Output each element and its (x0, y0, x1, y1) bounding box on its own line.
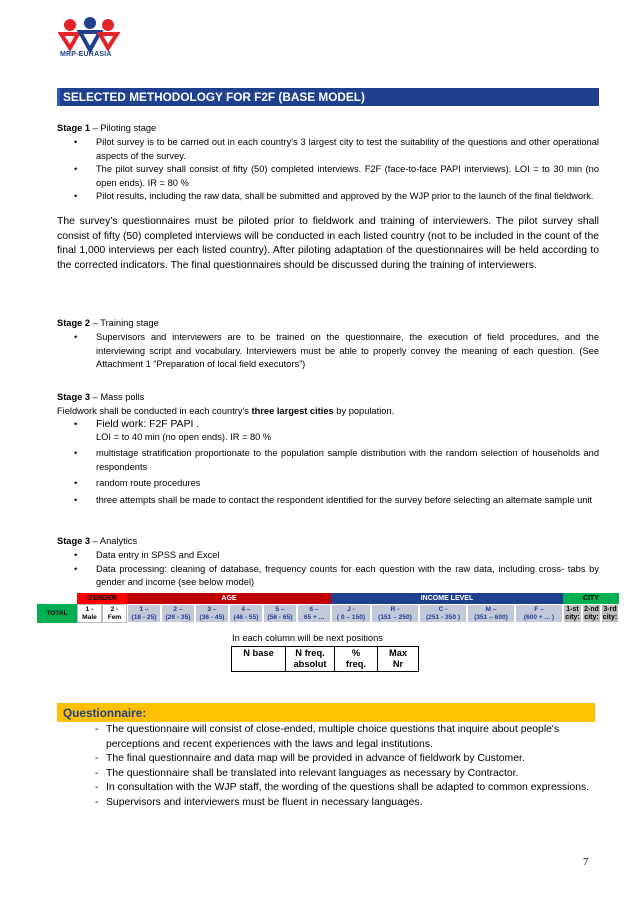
stage1-title-bold: Stage 1 (57, 123, 91, 133)
crosstab-city-3: 3-rd city: (602, 606, 618, 621)
list-item: • random route procedures (74, 478, 201, 488)
stage1-title (57, 122, 156, 135)
stage2-title: Stage 2 – Training stage (57, 318, 159, 328)
crosstab-age-5: 5 – (56 - 65) (263, 604, 297, 623)
list-item: • Supervisors and interviewers are to be trained on the questionnaire, the execution of field procedures, and the interviewing script and vocabulary. Interviewers must be able to properly convey the meaning of each question. (See Attachment 1 “Preparation of local field executors”) (74, 332, 599, 369)
crosstab-header-income: INCOME LEVEL (331, 593, 563, 604)
positions-cell: N base (232, 647, 286, 672)
crosstab-header-city: CITY (563, 593, 619, 604)
crosstab-city-1: 1-st city: (563, 604, 582, 623)
crosstab-income-r: R - (151 – 250) (371, 604, 419, 623)
crosstab-age-2: 2 – (26 - 35) (161, 604, 195, 623)
stage4-bullets (57, 549, 599, 590)
positions-table (231, 646, 419, 672)
positions-cell: Max Nr (378, 647, 419, 672)
crosstab-income-j: J - ( 0 – 150) (331, 604, 371, 623)
list-item: - Supervisors and interviewers must be fluent in necessary languages. (95, 796, 423, 808)
positions-cell: N freq. absolut (286, 647, 335, 672)
crosstab-income-m: M – (351 – 600) (467, 604, 515, 623)
page-number: 7 (583, 856, 589, 868)
list-item: • three attempts shall be made to contact the respondent identified for the survey before selecting an alternate sample unit (74, 494, 593, 505)
crosstab-header-gender: GENDER (77, 593, 127, 604)
list-item: • Pilot survey is to be carried out in each country's 3 largest city to test the suitability of the questions and other operational aspects of the survey. (74, 137, 599, 161)
questionnaire-list (57, 723, 599, 811)
questionnaire-title: Questionnaire: (57, 703, 595, 722)
title-bar-cap (57, 88, 60, 106)
crosstab-model (37, 593, 619, 633)
crosstab-gender-1: 1 - Male (77, 604, 102, 623)
crosstab-age-6: 6 – 65 + ... (297, 604, 331, 623)
list-item: - The final questionnaire and data map will be provided in advance of fieldwork by Customer. (95, 753, 525, 765)
list-item: LOI = to 40 min (no open ends). IR = 80 % (96, 431, 272, 442)
list-item: - The questionnaire will consist of close-ended, multiple choice questions that inquire about people's perceptions and recent experiences with the laws and legal institutions. (95, 724, 560, 750)
logo-text: MRP-EURASIA (60, 51, 112, 58)
list-item: • Data processing: cleaning of database, frequency counts for each question with the raw data, including cross- tabs by gender and income (see below model) (74, 563, 599, 587)
crosstab-total: TOTAL (37, 604, 77, 623)
crosstab-age-1: 1 – (18 - 25) (127, 604, 161, 623)
crosstab-age-4: 4 – (46 - 55) (229, 604, 263, 623)
stage3-title: Stage 3 – Mass polls (57, 392, 145, 402)
list-item: • Data entry in SPSS and Excel (74, 550, 220, 560)
crosstab-city-2: 2-nd city: (582, 604, 601, 623)
crosstab-gender-2: 2 - Fem (102, 604, 127, 623)
stage1-paragraph: The survey’s questionnaires must be piloted prior to fieldwork and training of interviewers. The pilot survey shall consist of fifty (50) completed interviews will be conducted in each listed country (not to be included in the count of the final 1,000 interviews per each listed country). After piloting adaptation of the questionnaires will be held according to the corrected indicators. The final questionnaires should be discussed during the training of interviewers. (57, 216, 599, 271)
crosstab-income-c: C - (251 - 350 ) (419, 604, 467, 623)
list-item: - The questionnaire shall be translated into relevant languages as necessary by Contractor. (95, 767, 519, 779)
list-item: - In consultation with the WJP staff, the wording of the questions shall be adapted to common expressions. (95, 782, 590, 794)
stage4-title: Stage 3 – Analytics (57, 536, 138, 546)
crosstab-header-age: AGE (127, 593, 331, 604)
positions-cell: % freq. (335, 647, 378, 672)
list-item: • Pilot results, including the raw data, shall be submitted and approved by the WJP prior to the launch of the final fieldwork. (74, 191, 594, 201)
list-item: • multistage stratification proportionate to the population sample distribution with the random selection of households and respondents (74, 448, 599, 472)
positions-label: In each column will be next positions (232, 633, 383, 643)
section-title: SELECTED METHODOLOGY FOR F2F (BASE MODEL) (63, 90, 365, 104)
crosstab-age-3: 3 – (36 - 45) (195, 604, 229, 623)
stage1-bullets (57, 136, 599, 204)
stage3-intro: Fieldwork shall be conducted in each country's three largest cities by population. (57, 406, 395, 416)
section-title-bar (57, 88, 599, 106)
stage2-bullets (57, 331, 599, 372)
stage3-bullets (57, 418, 599, 507)
list-item: • Field work: F2F PAPI . (74, 419, 200, 430)
list-item: • The pilot survey shall consist of fifty (50) completed interviews. F2F (face-to-face PAPI interviews). LOI = to 30 min (no open ends). IR = 80 % (74, 164, 599, 188)
crosstab-income-f: F – (600 + ... ) (515, 604, 563, 623)
stage1-title-rest: – Piloting stage (90, 123, 157, 133)
